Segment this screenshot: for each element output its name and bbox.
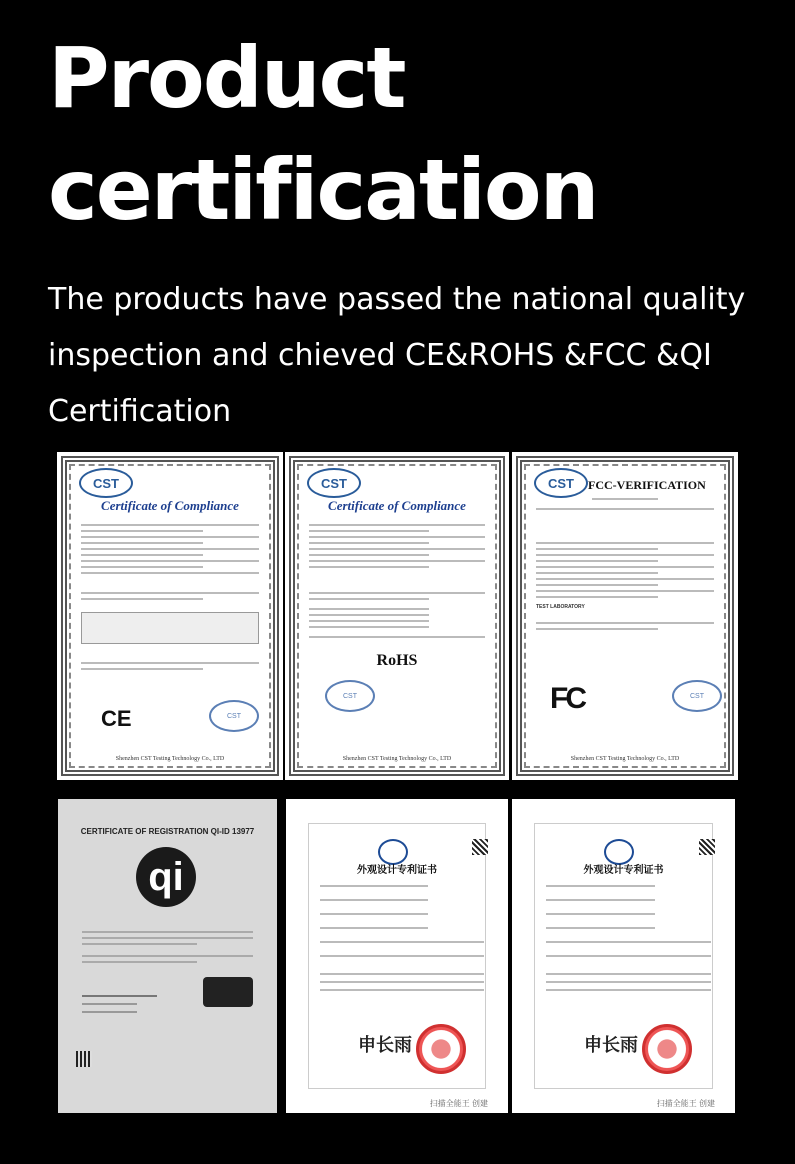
qr-code-icon [699,839,715,855]
certificate-heading: FCC-VERIFICATION [588,478,706,492]
qi-certificate-image [58,799,277,1113]
cst-logo: CST [534,468,588,498]
subtitle [48,272,778,440]
certificate-footer: Shenzhen CST Testing Technology Co., LTD [570,756,680,762]
scanner-watermark: 扫描全能王 创建 [429,1099,488,1108]
page-title-line1: Product [48,29,405,127]
cst-logo: CST [307,468,361,498]
patent-certificate-image-2 [512,799,735,1113]
certificate-stamp: CST [209,700,259,732]
official-seal [416,1024,466,1074]
patent-title: 外观设计专利证书 [357,865,437,876]
cst-logo: CST [79,468,133,498]
subtitle-line1: The products have passed the national quality [48,282,746,317]
certificate-stamp: CST [325,680,375,712]
certificate-footer: Shenzhen CST Testing Technology Co., LTD [115,756,225,762]
qi-chip-image [203,977,253,1007]
director-signature: 申长雨 [584,1035,638,1056]
qr-code-icon [76,1051,92,1067]
certificate-heading: Certificate of Compliance [101,498,239,513]
scanner-watermark: 扫描全能王 创建 [656,1099,715,1108]
certificate-heading: Certificate of Compliance [328,498,466,513]
qr-code-icon [472,839,488,855]
qi-logo: qi [136,847,196,907]
certificate-border [516,456,734,776]
ce-certificate-image [57,452,283,780]
subtitle-line3: Certification [48,394,232,429]
rohs-certificate-image [285,452,509,780]
page-title-line2: certification [48,141,598,239]
rohs-mark: RoHS [376,652,418,669]
qi-certificate-heading: CERTIFICATE OF REGISTRATION QI-ID 13977 [80,827,255,836]
fcc-mark: FC [550,682,584,715]
director-signature: 申长雨 [358,1035,412,1056]
patent-certificate-image-1 [286,799,508,1113]
patent-title: 外观设计专利证书 [583,865,664,876]
official-seal [642,1024,692,1074]
subtitle-line2: inspection and chieved CE&ROHS &FCC &QI [48,338,712,373]
test-laboratory-label: TEST LABORATORY [536,604,585,610]
certificate-footer: Shenzhen CST Testing Technology Co., LTD [342,756,452,762]
certificate-stamp: CST [672,680,722,712]
ce-mark: CE [101,706,132,731]
fcc-certificate-image [512,452,738,780]
